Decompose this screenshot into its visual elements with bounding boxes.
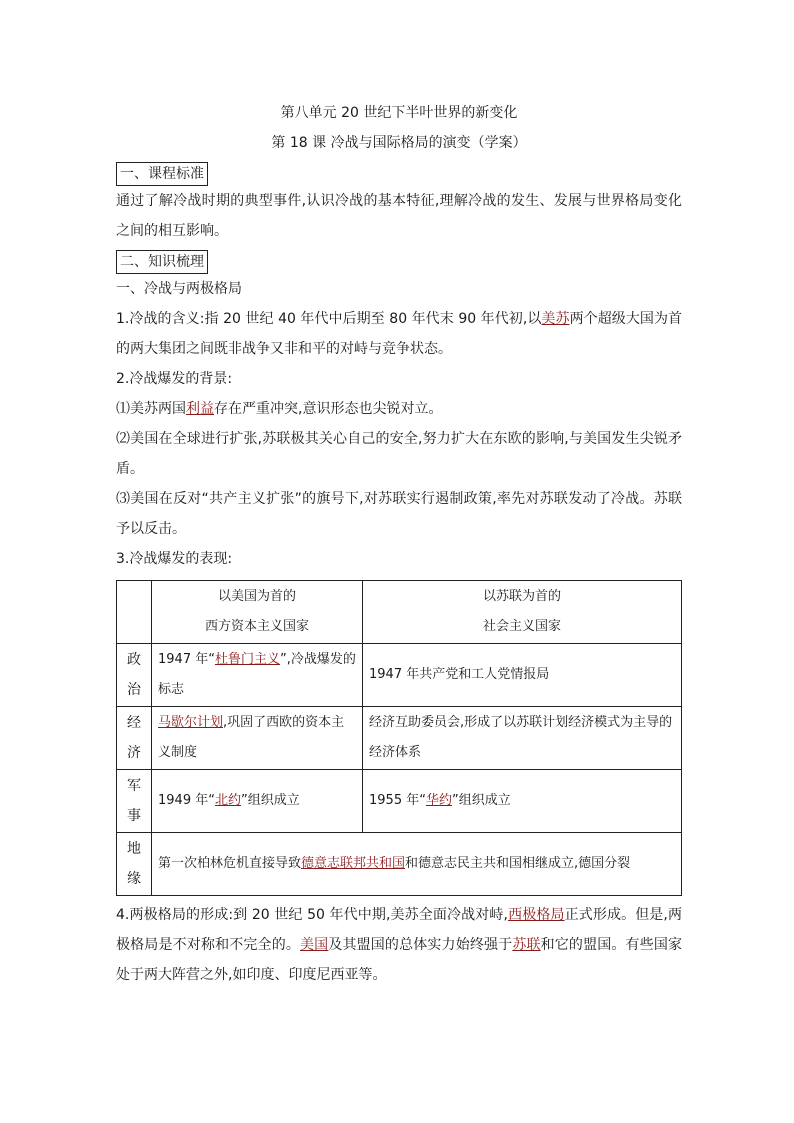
row-label-politics (117, 644, 152, 707)
section-heading-knowledge: 二、知识梳理 (116, 250, 208, 274)
subheading-cold-war: 一、冷战与两极格局 (116, 281, 242, 297)
text-run: 及其盟国的总体实力始终强于 (328, 937, 513, 953)
table-cell-west (152, 770, 363, 833)
table-row (117, 770, 682, 833)
section-knowledge (116, 246, 682, 274)
underlined-answer: 美国 (300, 937, 329, 953)
table-header-west (152, 581, 363, 644)
table-row (117, 833, 682, 896)
underlined-answer: 利益 (186, 401, 214, 417)
text-run: 存在严重冲突,意识形态也尖锐对立。 (214, 401, 443, 417)
underlined-answer: 杜鲁门主义 (214, 652, 280, 667)
header-line: 社会主义国家 (482, 619, 561, 634)
text-run: ”组织成立 (240, 793, 300, 808)
text-run: ”组织成立 (451, 793, 511, 808)
text-run: 和它的盟国。有些国家处于两大阵营之外,如印度、印度尼西亚等。 (116, 937, 683, 983)
paragraph-background-heading: 2.冷战爆发的背景: (116, 371, 233, 387)
header-line: 西方资本主义国家 (204, 619, 309, 634)
document-page (116, 98, 682, 990)
row-label-economy (117, 707, 152, 770)
text-run: 1.冷战的含义:指 20 世纪 40 年代中后期至 80 年代末 90 年代初,以 (116, 311, 542, 327)
underlined-answer: 美苏 (541, 311, 570, 327)
underlined-answer: 北约 (214, 793, 241, 808)
paragraph-definition (116, 304, 682, 364)
underlined-answer: 西极格局 (507, 907, 565, 923)
table-row (117, 707, 682, 770)
table-cell-west (152, 707, 363, 770)
paragraph-bipolar (116, 900, 682, 990)
text-run: 第一次柏林危机直接导致 (158, 856, 302, 871)
underlined-answer: 马歇尔计划 (158, 715, 224, 730)
lesson-title: 第 18 课 冷战与国际格局的演变（学案） (271, 135, 527, 151)
table-cell-merged (152, 833, 682, 896)
unit-title: 第八单元 20 世纪下半叶世界的新变化 (280, 105, 518, 121)
table-row (117, 644, 682, 707)
text-run: 和德意志民主共和国相继成立,德国分裂 (405, 856, 631, 871)
label-char: 政 (127, 652, 141, 668)
label-char: 事 (127, 808, 141, 824)
section-standards (116, 158, 682, 186)
text-run: 1949 年“ (158, 793, 215, 808)
paragraph-background-2: ⑵美国在全球进行扩张,苏联极其关心自己的安全,努力扩大在东欧的影响,与美国发生尖锐矛盾。 (116, 431, 682, 477)
header-line: 以美国为首的 (217, 589, 296, 604)
table-header-row (117, 581, 682, 644)
paragraph-background-3: ⑶美国在反对“共产主义扩张”的旗号下,对苏联实行遏制政策,率先对苏联发动了冷战。苏联予以反击。 (116, 491, 682, 537)
label-char: 经 (127, 715, 141, 731)
text-run: 1955 年“ (369, 793, 426, 808)
text-run: 两个超级大国为首的两大集团之间既非战争又非和平的对峙与竞争状态。 (116, 311, 683, 357)
paragraph-manifestation-heading: 3.冷战爆发的表现: (116, 551, 233, 567)
comparison-table (116, 580, 682, 896)
text-run: ⑴美苏两国 (116, 401, 186, 417)
table-cell-west (152, 644, 363, 707)
section-heading-standards: 一、课程标准 (116, 162, 208, 186)
paragraph-background-1 (116, 394, 682, 424)
label-char: 济 (127, 745, 141, 761)
label-char: 地 (127, 841, 141, 857)
text-run: ”,冷战爆发的标志 (158, 652, 356, 697)
standards-text: 通过了解冷战时期的典型事件,认识冷战的基本特征,理解冷战的发生、发展与世界格局变化之间的相互影响。 (116, 193, 682, 239)
text-run: ,巩固了西欧的资本主义制度 (158, 715, 345, 760)
underlined-answer: 华约 (425, 793, 452, 808)
text-run: 正式形成。但是,两极格局是不对称和不完全的。 (116, 907, 683, 953)
table-cell-east: 1947 年共产党和工人党情报局 (363, 644, 682, 707)
label-char: 治 (127, 682, 141, 698)
underlined-answer: 德意志联邦共和国 (301, 856, 406, 871)
table-corner-cell (117, 581, 152, 644)
underlined-answer: 苏联 (512, 937, 541, 953)
table-cell-east (363, 770, 682, 833)
text-run: 1947 年“ (158, 652, 215, 667)
table-cell-east: 经济互助委员会,形成了以苏联计划经济模式为主导的经济体系 (363, 707, 682, 770)
row-label-geopolitics (117, 833, 152, 896)
row-label-military (117, 770, 152, 833)
label-char: 军 (127, 778, 141, 794)
table-header-east (363, 581, 682, 644)
label-char: 缘 (127, 871, 141, 887)
text-run: 4.两极格局的形成:到 20 世纪 50 年代中期,美苏全面冷战对峙, (116, 907, 508, 923)
header-line: 以苏联为首的 (482, 589, 561, 604)
